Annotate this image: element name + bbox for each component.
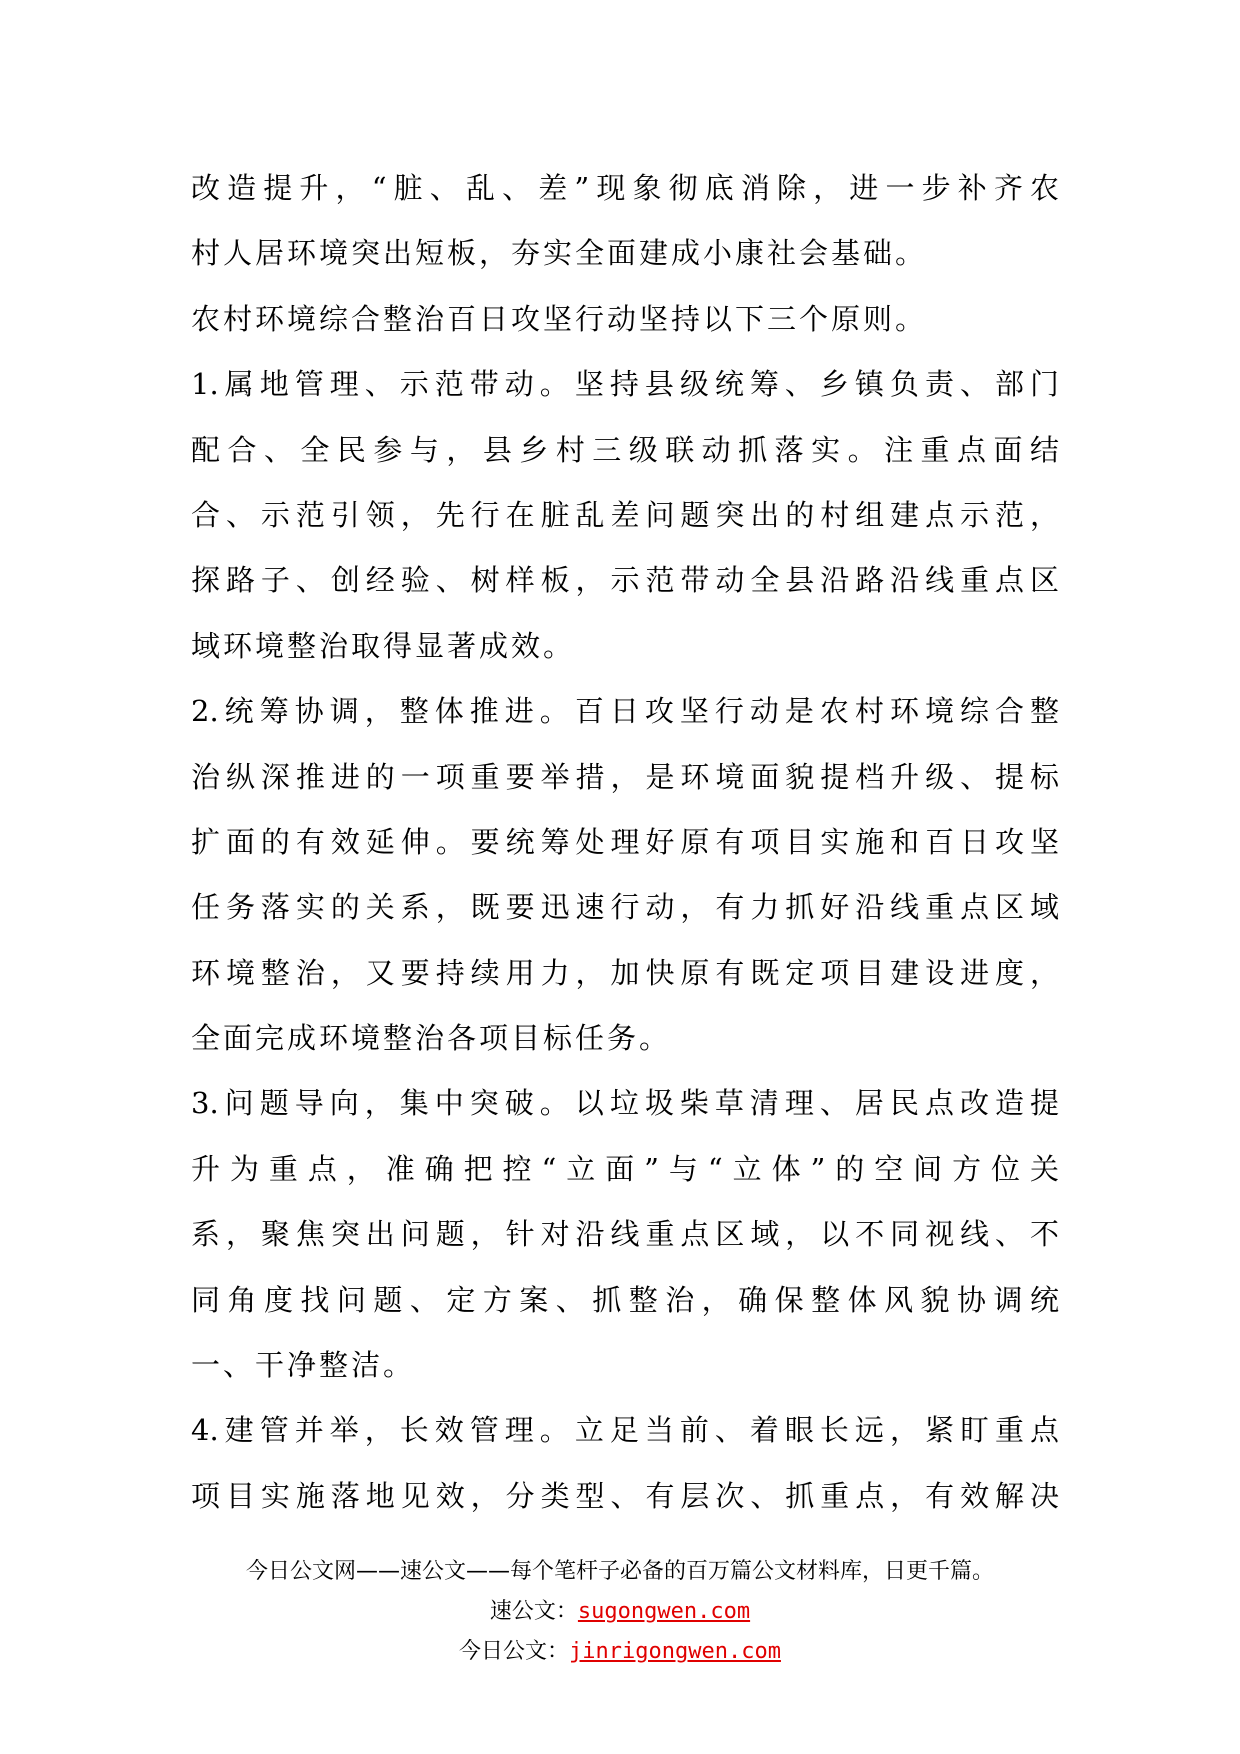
jinri-label: 今日公文：	[459, 1639, 570, 1664]
text-line: 升为重点，准确把控“立面”与“立体”的空间方位关	[191, 1151, 1059, 1186]
text-line: 配合、全民参与，县乡村三级联动抓落实。注重点面结	[191, 432, 1059, 467]
text-line: 系，聚焦突出问题，针对沿线重点区域，以不同视线、不	[191, 1217, 1059, 1252]
text-line: 2.统筹协调，整体推进。百日攻坚行动是农村环境综合整	[191, 694, 1059, 729]
text-line: 农村环境综合整治百日攻坚行动坚持以下三个原则。	[191, 301, 928, 336]
footer-jinri	[0, 1632, 1240, 1672]
text-line: 合、示范引领，先行在脏乱差问题突出的村组建点示范，	[191, 497, 1059, 532]
text-line: 同角度找问题、定方案、抓整治，确保整体风貌协调统	[191, 1282, 1059, 1317]
text-line: 全面完成环境整治各项目标任务。	[191, 1021, 672, 1056]
text-line: 村人居环境突出短板，夯实全面建成小康社会基础。	[191, 236, 928, 271]
footer-slogan: 今日公文网——速公文——每个笔杆子必备的百万篇公文材料库，日更千篇。	[245, 1559, 994, 1584]
jinri-link[interactable]: jinrigongwen.com	[569, 1639, 781, 1664]
footer	[0, 1552, 1240, 1672]
text-line: 4.建管并举，长效管理。立足当前、着眼长远，紧盯重点	[191, 1413, 1059, 1448]
text-line: 任务落实的关系，既要迅速行动，有力抓好沿线重点区域	[191, 890, 1059, 925]
text-line: 扩面的有效延伸。要统筹处理好原有项目实施和百日攻坚	[191, 824, 1059, 859]
text-line: 3.问题导向，集中突破。以垃圾柴草清理、居民点改造提	[191, 1086, 1059, 1121]
footer-sugongwen	[0, 1592, 1240, 1632]
text-line: 一、干净整洁。	[191, 1348, 416, 1383]
sugongwen-label: 速公文：	[489, 1599, 578, 1624]
document-body	[191, 156, 1059, 1529]
sugongwen-link[interactable]: sugongwen.com	[577, 1599, 751, 1624]
text-line: 1.属地管理、示范带动。坚持县级统筹、乡镇负责、部门	[191, 367, 1059, 402]
text-line: 治纵深推进的一项重要举措，是环境面貌提档升级、提标	[191, 759, 1059, 794]
text-line: 探路子、创经验、树样板，示范带动全县沿路沿线重点区	[191, 563, 1059, 598]
text-line: 改造提升，“脏、乱、差”现象彻底消除，进一步补齐农	[191, 171, 1059, 205]
text-line: 项目实施落地见效，分类型、有层次、抓重点，有效解决	[191, 1478, 1059, 1513]
text-line: 环境整治，又要持续用力，加快原有既定项目建设进度，	[191, 955, 1059, 990]
text-line: 域环境整治取得显著成效。	[191, 628, 576, 663]
